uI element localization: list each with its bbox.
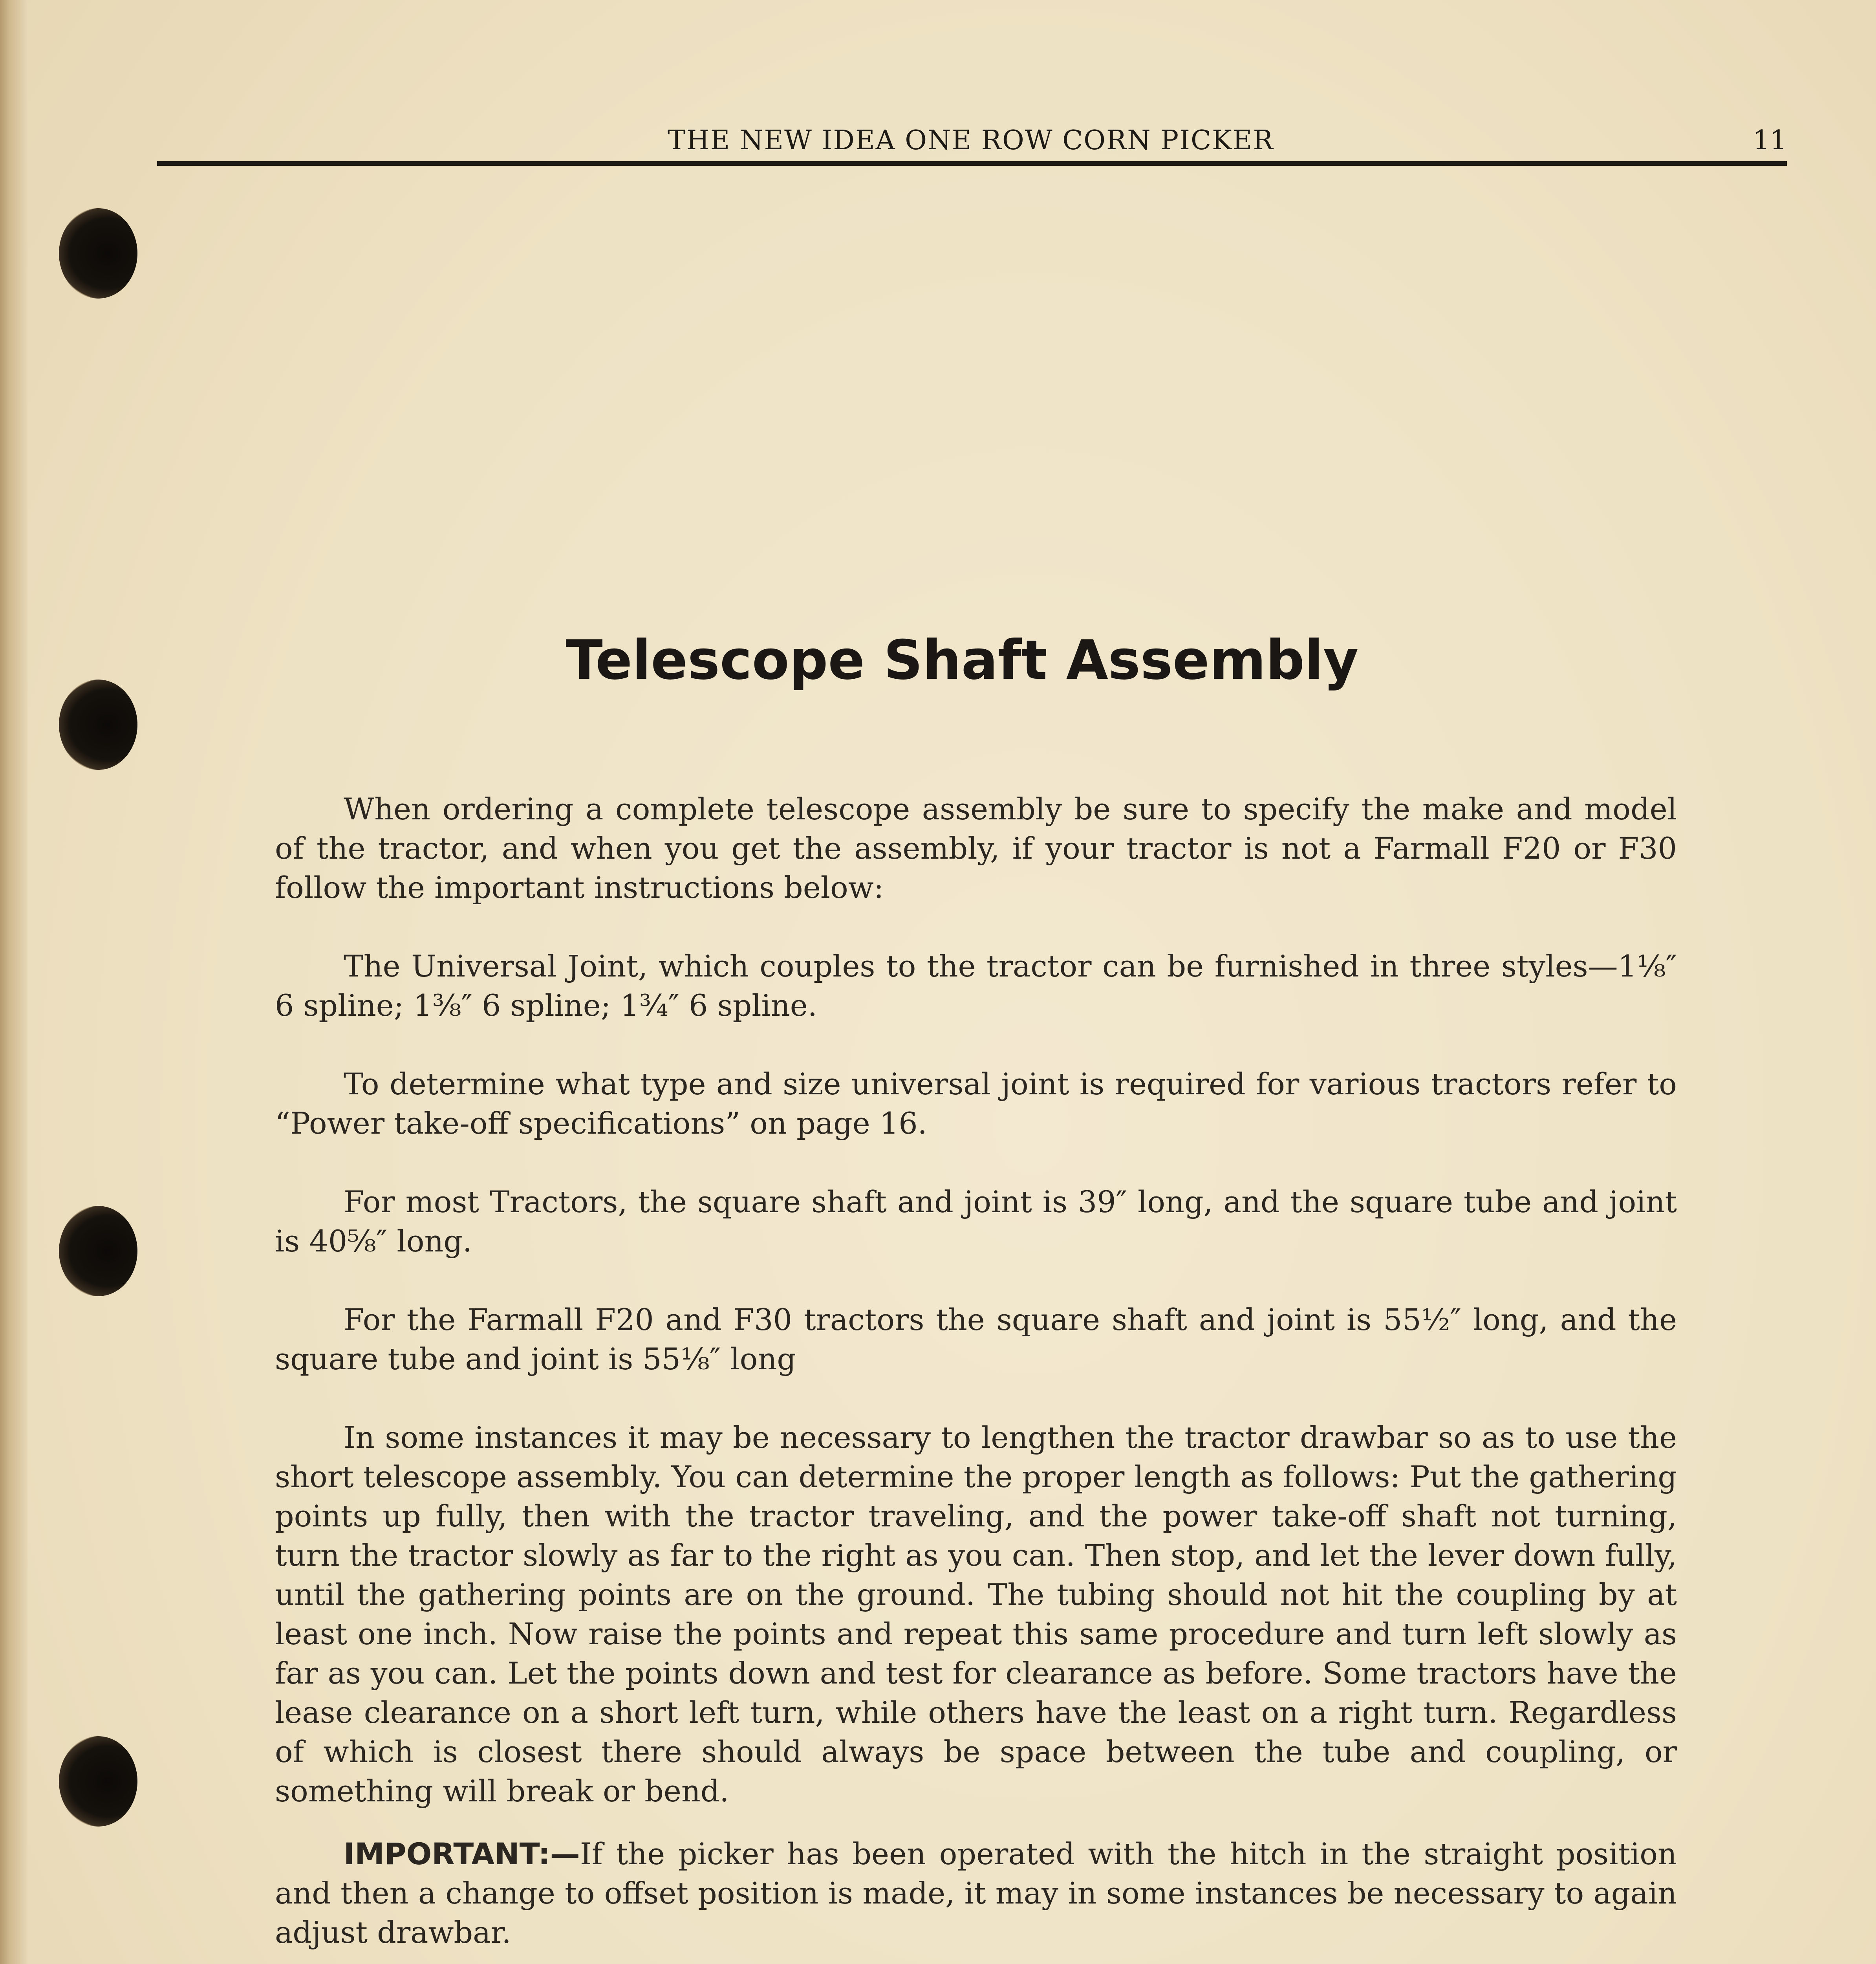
body-text [275,790,1677,1964]
paragraph-universal-joint: The Universal Joint, which couples to the tractor can be furnished in three styles—1⅛″ 6 spline; 1⅜″ 6 spline; 1¾″ 6 spline. [275,949,1677,1023]
paragraph-ordering: When ordering a complete telescope assembly be sure to specify the make and model of the tractor, and when you get the assembly, if your tractor is not a Farmall F20 or F30 follow the important instructions below: [275,791,1677,905]
important-note [275,1834,1677,1952]
page-number: 11 [1753,125,1787,156]
punch-hole [59,1206,137,1296]
important-text: If the picker has been operated with the hitch in the straight position and then a change to offset position is made, it may in some instances be necessary to again adjust drawbar. [275,1836,1677,1950]
paragraph-drawbar-procedure: In some instances it may be necessary to lengthen the tractor drawbar so as to use the short telescope assembly. You can determine the proper length as follows: Put the gathering points up fully, then with the tractor traveling, and the power take-off shaft not turning, turn the tractor slowly as far to the right as you can. Then stop, and let the lever down fully, until the gathering points are on the ground. The tubing should not hit the coupling by at least one inch. Now raise the points and repeat this same procedure and turn left slowly as far as you can. Let the points down and test for clearance as before. Some tractors have the lease clearance on a short left turn, while others have the least on a right turn. Regardless of which is closest there should always be space between the tube and coupling, or something will break or bend. [275,1420,1677,1808]
paragraph-joint-type: To determine what type and size universal joint is required for various tractors refer to “Power take-off specifications” on page 16. [275,1066,1677,1141]
page-title: Telescope Shaft Assembly [566,628,1359,692]
punch-hole [59,208,137,299]
important-label: IMPORTANT:— [344,1836,580,1871]
paragraph-most-tractors: For most Tractors, the square shaft and joint is 39″ long, and the square tube and joint is 40⅝″ long. [275,1184,1677,1259]
running-title: THE NEW IDEA ONE ROW CORN PICKER [668,125,1274,156]
paragraph-farmall: For the Farmall F20 and F30 tractors the square shaft and joint is 55½″ long, and the square tube and joint is 55⅛″ long [275,1302,1677,1376]
punch-hole [59,680,137,770]
page-binding-edge [0,0,27,1964]
running-header [157,118,1787,166]
punch-hole [59,1736,137,1827]
